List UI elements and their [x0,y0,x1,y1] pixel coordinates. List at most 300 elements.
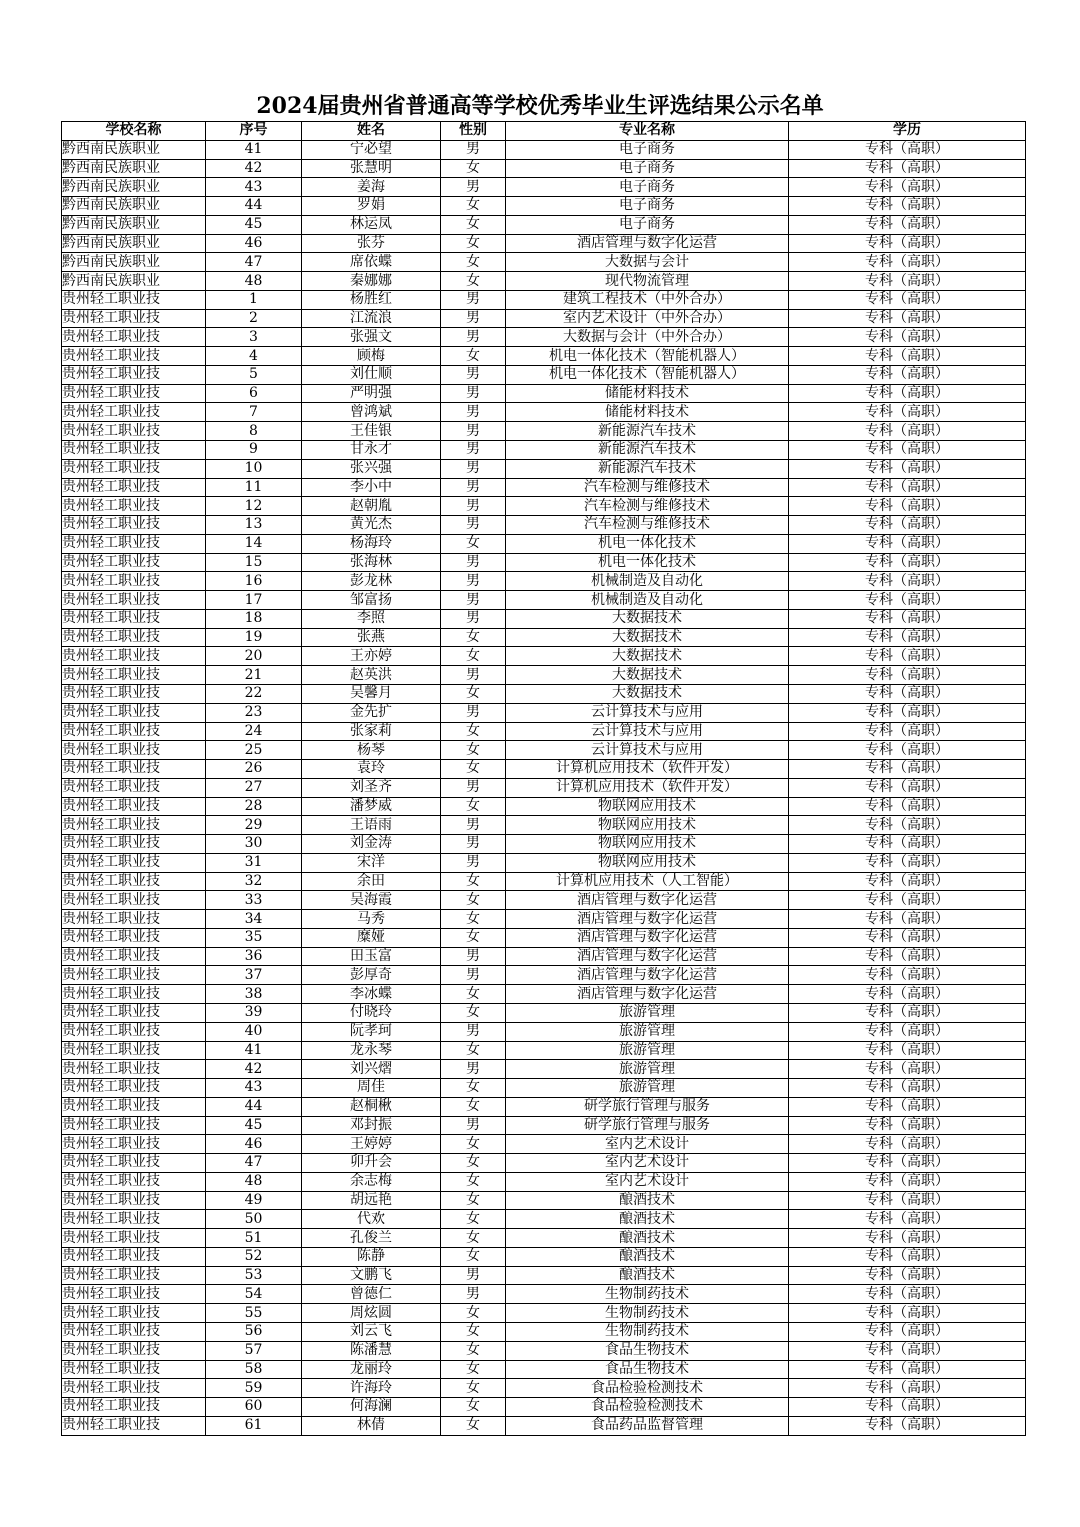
table-row [62,947,1026,966]
cell-number: 41 [206,140,302,159]
cell-number: 34 [206,910,302,929]
cell-gender: 女 [441,647,506,666]
cell-education: 专科（高职） [789,872,1026,891]
cell-education: 专科（高职） [789,234,1026,253]
cell-gender: 女 [441,1229,506,1248]
cell-gender: 男 [441,441,506,460]
cell-name: 刘圣齐 [302,778,441,797]
cell-name: 杨胜红 [302,290,441,309]
cell-name: 顾梅 [302,347,441,366]
table-row [62,591,1026,610]
cell-major: 室内艺术设计（中外合办） [506,309,789,328]
cell-number: 11 [206,478,302,497]
cell-school: 贵州轻工职业技 [62,1247,206,1266]
cell-gender: 男 [441,140,506,159]
table-row [62,1022,1026,1041]
cell-school: 贵州轻工职业技 [62,1285,206,1304]
cell-school: 黔西南民族职业 [62,234,206,253]
cell-major: 室内艺术设计 [506,1154,789,1173]
cell-name: 周炫圆 [302,1304,441,1323]
cell-name: 吴海霞 [302,891,441,910]
cell-school: 贵州轻工职业技 [62,778,206,797]
cell-education: 专科（高职） [789,441,1026,460]
cell-major: 食品药品监督管理 [506,1416,789,1435]
cell-education: 专科（高职） [789,891,1026,910]
cell-education: 专科（高职） [789,159,1026,178]
table-row [62,1154,1026,1173]
cell-name: 宋洋 [302,853,441,872]
cell-gender: 男 [441,591,506,610]
table-row [62,778,1026,797]
cell-education: 专科（高职） [789,365,1026,384]
cell-name: 李冰蝶 [302,985,441,1004]
cell-school: 贵州轻工职业技 [62,853,206,872]
cell-number: 35 [206,928,302,947]
table-row [62,835,1026,854]
cell-major: 物联网应用技术 [506,816,789,835]
cell-name: 何海澜 [302,1398,441,1417]
cell-major: 新能源汽车技术 [506,422,789,441]
cell-education: 专科（高职） [789,797,1026,816]
cell-school: 贵州轻工职业技 [62,872,206,891]
cell-education: 专科（高职） [789,215,1026,234]
cell-gender: 男 [441,778,506,797]
cell-name: 陈静 [302,1247,441,1266]
cell-gender: 男 [441,835,506,854]
cell-education: 专科（高职） [789,384,1026,403]
cell-gender: 女 [441,1191,506,1210]
cell-number: 59 [206,1379,302,1398]
cell-school: 黔西南民族职业 [62,215,206,234]
cell-number: 47 [206,1154,302,1173]
table-row [62,1060,1026,1079]
table-row [62,666,1026,685]
cell-gender: 女 [441,741,506,760]
cell-school: 贵州轻工职业技 [62,516,206,535]
table-row [62,797,1026,816]
cell-education: 专科（高职） [789,1172,1026,1191]
cell-education: 专科（高职） [789,628,1026,647]
cell-name: 杨海玲 [302,534,441,553]
cell-school: 贵州轻工职业技 [62,1398,206,1417]
cell-education: 专科（高职） [789,928,1026,947]
cell-education: 专科（高职） [789,1398,1026,1417]
cell-number: 60 [206,1398,302,1417]
table-row [62,872,1026,891]
cell-gender: 男 [441,609,506,628]
cell-major: 大数据与会计 [506,253,789,272]
cell-school: 贵州轻工职业技 [62,1360,206,1379]
cell-gender: 男 [441,478,506,497]
cell-number: 56 [206,1323,302,1342]
cell-school: 贵州轻工职业技 [62,1172,206,1191]
cell-education: 专科（高职） [789,609,1026,628]
table-row [62,1285,1026,1304]
cell-gender: 男 [441,365,506,384]
table-row [62,647,1026,666]
cell-education: 专科（高职） [789,534,1026,553]
cell-gender: 女 [441,1323,506,1342]
cell-name: 马秀 [302,910,441,929]
cell-name: 曾德仁 [302,1285,441,1304]
cell-name: 阮孝珂 [302,1022,441,1041]
cell-major: 酒店管理与数字化运营 [506,891,789,910]
cell-major: 机械制造及自动化 [506,572,789,591]
table-row [62,741,1026,760]
cell-number: 48 [206,272,302,291]
cell-school: 黔西南民族职业 [62,140,206,159]
cell-number: 51 [206,1229,302,1248]
cell-name: 张海林 [302,553,441,572]
cell-school: 贵州轻工职业技 [62,478,206,497]
cell-gender: 男 [441,816,506,835]
cell-number: 49 [206,1191,302,1210]
cell-number: 22 [206,684,302,703]
cell-gender: 女 [441,1398,506,1417]
cell-major: 新能源汽车技术 [506,459,789,478]
cell-gender: 男 [441,572,506,591]
header-education: 学历 [789,122,1026,141]
cell-major: 云计算技术与应用 [506,703,789,722]
cell-gender: 男 [441,1285,506,1304]
cell-name: 田玉富 [302,947,441,966]
cell-major: 研学旅行管理与服务 [506,1116,789,1135]
cell-gender: 女 [441,1003,506,1022]
cell-major: 新能源汽车技术 [506,441,789,460]
cell-number: 9 [206,441,302,460]
cell-major: 酒店管理与数字化运营 [506,928,789,947]
cell-number: 15 [206,553,302,572]
cell-major: 酿酒技术 [506,1247,789,1266]
cell-name: 邓封振 [302,1116,441,1135]
cell-name: 罗娟 [302,197,441,216]
cell-gender: 男 [441,1116,506,1135]
cell-education: 专科（高职） [789,1154,1026,1173]
cell-school: 贵州轻工职业技 [62,1416,206,1435]
cell-gender: 女 [441,234,506,253]
table-row [62,609,1026,628]
cell-number: 37 [206,966,302,985]
cell-number: 27 [206,778,302,797]
cell-name: 张兴强 [302,459,441,478]
table-row [62,1323,1026,1342]
cell-education: 专科（高职） [789,459,1026,478]
cell-major: 大数据技术 [506,647,789,666]
cell-major: 大数据技术 [506,609,789,628]
cell-gender: 女 [441,1135,506,1154]
cell-school: 贵州轻工职业技 [62,1079,206,1098]
cell-school: 贵州轻工职业技 [62,365,206,384]
cell-number: 7 [206,403,302,422]
cell-school: 贵州轻工职业技 [62,703,206,722]
cell-school: 贵州轻工职业技 [62,891,206,910]
table-row [62,178,1026,197]
cell-number: 29 [206,816,302,835]
cell-education: 专科（高职） [789,1285,1026,1304]
cell-school: 贵州轻工职业技 [62,910,206,929]
cell-gender: 女 [441,1154,506,1173]
cell-number: 44 [206,197,302,216]
cell-number: 1 [206,290,302,309]
cell-major: 旅游管理 [506,1079,789,1098]
cell-gender: 男 [441,853,506,872]
cell-education: 专科（高职） [789,985,1026,1004]
cell-school: 贵州轻工职业技 [62,1097,206,1116]
cell-name: 龙永琴 [302,1041,441,1060]
table-row [62,1416,1026,1435]
table-row [62,1079,1026,1098]
table-row [62,347,1026,366]
cell-education: 专科（高职） [789,1041,1026,1060]
cell-major: 食品生物技术 [506,1341,789,1360]
cell-number: 45 [206,1116,302,1135]
cell-name: 姜海 [302,178,441,197]
cell-name: 王亦婷 [302,647,441,666]
cell-number: 8 [206,422,302,441]
cell-major: 室内艺术设计 [506,1172,789,1191]
cell-gender: 女 [441,1247,506,1266]
cell-name: 许海玲 [302,1379,441,1398]
cell-education: 专科（高职） [789,684,1026,703]
cell-name: 林倩 [302,1416,441,1435]
cell-number: 42 [206,159,302,178]
cell-major: 汽车检测与维修技术 [506,478,789,497]
cell-major: 酿酒技术 [506,1229,789,1248]
cell-name: 金先扩 [302,703,441,722]
cell-number: 32 [206,872,302,891]
cell-school: 贵州轻工职业技 [62,290,206,309]
cell-major: 机电一体化技术（智能机器人） [506,365,789,384]
cell-major: 旅游管理 [506,1022,789,1041]
cell-education: 专科（高职） [789,835,1026,854]
cell-major: 计算机应用技术（软件开发） [506,760,789,779]
cell-name: 严明强 [302,384,441,403]
table-row [62,553,1026,572]
cell-number: 30 [206,835,302,854]
cell-name: 赵桐楸 [302,1097,441,1116]
table-row [62,1116,1026,1135]
table-row [62,403,1026,422]
cell-school: 贵州轻工职业技 [62,835,206,854]
cell-education: 专科（高职） [789,1247,1026,1266]
cell-number: 36 [206,947,302,966]
cell-major: 大数据与会计（中外合办） [506,328,789,347]
cell-major: 食品生物技术 [506,1360,789,1379]
cell-name: 袁玲 [302,760,441,779]
table-row [62,253,1026,272]
cell-number: 16 [206,572,302,591]
cell-number: 42 [206,1060,302,1079]
cell-school: 贵州轻工职业技 [62,384,206,403]
cell-school: 贵州轻工职业技 [62,328,206,347]
cell-school: 贵州轻工职业技 [62,403,206,422]
cell-number: 44 [206,1097,302,1116]
cell-major: 食品检验检测技术 [506,1379,789,1398]
table-row [62,290,1026,309]
cell-gender: 男 [441,309,506,328]
cell-number: 24 [206,722,302,741]
cell-number: 46 [206,1135,302,1154]
cell-number: 48 [206,1172,302,1191]
table-row [62,459,1026,478]
cell-school: 黔西南民族职业 [62,197,206,216]
table-row [62,1172,1026,1191]
table-row [62,422,1026,441]
cell-gender: 男 [441,403,506,422]
cell-education: 专科（高职） [789,1266,1026,1285]
cell-number: 52 [206,1247,302,1266]
cell-number: 39 [206,1003,302,1022]
table-row [62,534,1026,553]
cell-name: 吴馨月 [302,684,441,703]
cell-gender: 女 [441,760,506,779]
cell-school: 贵州轻工职业技 [62,928,206,947]
table-row [62,985,1026,1004]
cell-school: 贵州轻工职业技 [62,1022,206,1041]
cell-gender: 男 [441,966,506,985]
cell-name: 刘金涛 [302,835,441,854]
cell-gender: 女 [441,1079,506,1098]
cell-gender: 女 [441,797,506,816]
cell-gender: 女 [441,722,506,741]
cell-major: 计算机应用技术（软件开发） [506,778,789,797]
table-row [62,140,1026,159]
cell-gender: 女 [441,534,506,553]
cell-name: 张家莉 [302,722,441,741]
cell-school: 贵州轻工职业技 [62,1003,206,1022]
cell-name: 王语雨 [302,816,441,835]
cell-education: 专科（高职） [789,553,1026,572]
table-row [62,215,1026,234]
cell-gender: 男 [441,1022,506,1041]
cell-school: 贵州轻工职业技 [62,947,206,966]
cell-number: 43 [206,178,302,197]
cell-education: 专科（高职） [789,1304,1026,1323]
cell-number: 3 [206,328,302,347]
cell-major: 酒店管理与数字化运营 [506,966,789,985]
cell-name: 彭龙林 [302,572,441,591]
table-row [62,234,1026,253]
table-row [62,384,1026,403]
cell-school: 贵州轻工职业技 [62,1341,206,1360]
cell-major: 物联网应用技术 [506,835,789,854]
cell-education: 专科（高职） [789,1379,1026,1398]
cell-major: 研学旅行管理与服务 [506,1097,789,1116]
cell-education: 专科（高职） [789,910,1026,929]
cell-education: 专科（高职） [789,178,1026,197]
cell-number: 50 [206,1210,302,1229]
cell-name: 潘梦威 [302,797,441,816]
cell-major: 汽车检测与维修技术 [506,497,789,516]
cell-school: 贵州轻工职业技 [62,741,206,760]
cell-major: 建筑工程技术（中外合办） [506,290,789,309]
cell-gender: 男 [441,384,506,403]
cell-name: 曾鸿斌 [302,403,441,422]
header-major: 专业名称 [506,122,789,141]
cell-name: 杨琴 [302,741,441,760]
cell-major: 室内艺术设计 [506,1135,789,1154]
cell-major: 电子商务 [506,159,789,178]
cell-name: 江流浪 [302,309,441,328]
cell-major: 机电一体化技术（智能机器人） [506,347,789,366]
cell-name: 王婷婷 [302,1135,441,1154]
cell-number: 12 [206,497,302,516]
cell-education: 专科（高职） [789,197,1026,216]
table-row [62,159,1026,178]
header-school: 学校名称 [62,122,206,141]
cell-education: 专科（高职） [789,1229,1026,1248]
cell-gender: 男 [441,703,506,722]
cell-major: 现代物流管理 [506,272,789,291]
cell-education: 专科（高职） [789,140,1026,159]
cell-gender: 女 [441,1304,506,1323]
table-row [62,1266,1026,1285]
cell-number: 14 [206,534,302,553]
cell-name: 李照 [302,609,441,628]
table-row [62,1229,1026,1248]
cell-gender: 女 [441,985,506,1004]
cell-gender: 男 [441,553,506,572]
cell-education: 专科（高职） [789,1210,1026,1229]
cell-education: 专科（高职） [789,1116,1026,1135]
cell-number: 28 [206,797,302,816]
cell-gender: 女 [441,928,506,947]
cell-major: 机电一体化技术 [506,553,789,572]
cell-number: 2 [206,309,302,328]
table-row [62,1341,1026,1360]
cell-education: 专科（高职） [789,778,1026,797]
table-row [62,1398,1026,1417]
cell-school: 贵州轻工职业技 [62,985,206,1004]
cell-school: 贵州轻工职业技 [62,441,206,460]
cell-education: 专科（高职） [789,1022,1026,1041]
cell-school: 黔西南民族职业 [62,272,206,291]
table-row [62,1304,1026,1323]
cell-school: 贵州轻工职业技 [62,1266,206,1285]
cell-major: 酒店管理与数字化运营 [506,234,789,253]
cell-number: 25 [206,741,302,760]
cell-education: 专科（高职） [789,647,1026,666]
cell-name: 张慧明 [302,159,441,178]
cell-education: 专科（高职） [789,253,1026,272]
cell-name: 邹富扬 [302,591,441,610]
cell-name: 席依蝶 [302,253,441,272]
cell-school: 贵州轻工职业技 [62,1210,206,1229]
cell-number: 58 [206,1360,302,1379]
cell-gender: 男 [441,290,506,309]
cell-number: 41 [206,1041,302,1060]
table-row [62,722,1026,741]
cell-name: 胡远艳 [302,1191,441,1210]
table-row [62,1379,1026,1398]
page-title: 2024届贵州省普通高等学校优秀毕业生评选结果公示名单 [256,93,824,119]
cell-major: 汽车检测与维修技术 [506,516,789,535]
cell-gender: 男 [441,422,506,441]
cell-gender: 男 [441,459,506,478]
cell-education: 专科（高职） [789,1003,1026,1022]
table-row [62,309,1026,328]
cell-number: 53 [206,1266,302,1285]
cell-school: 贵州轻工职业技 [62,628,206,647]
cell-major: 旅游管理 [506,1060,789,1079]
table-row [62,1041,1026,1060]
cell-number: 10 [206,459,302,478]
cell-number: 23 [206,703,302,722]
table-row [62,684,1026,703]
table-row [62,1210,1026,1229]
cell-school: 贵州轻工职业技 [62,1116,206,1135]
cell-school: 贵州轻工职业技 [62,534,206,553]
